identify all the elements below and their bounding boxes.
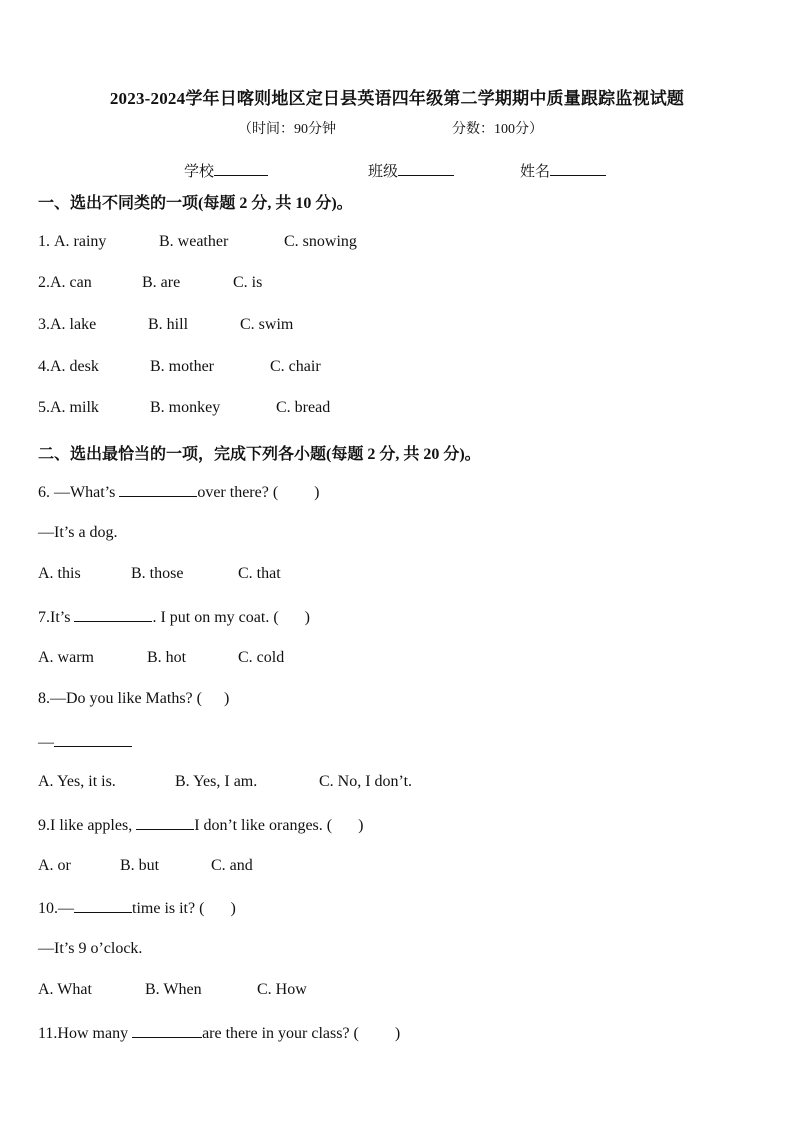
- question-11: [38, 1023, 400, 1043]
- section2-heading: 二、选出最恰当的一项，完成下列各小题(每题 2 分, 共 20 分)。: [38, 446, 481, 463]
- q3-option-c: C. swim: [240, 316, 294, 333]
- q1-option-b: B. weather: [159, 233, 229, 250]
- question-7-options: [38, 649, 284, 667]
- q3-number: 3.: [38, 316, 50, 333]
- q4-option-a: A. desk: [50, 358, 99, 375]
- question-6: [38, 482, 320, 502]
- q5-number: 5.: [38, 399, 50, 416]
- question-8-reply: [38, 732, 132, 752]
- q7-stem-start: 7.It’s: [38, 609, 75, 626]
- q9-stem-end: I don’t like oranges. (: [194, 817, 333, 834]
- q10-stem-start: 10.—: [38, 900, 74, 917]
- school-label: 学校: [184, 164, 215, 180]
- school-field: [184, 160, 268, 181]
- q10-blank[interactable]: [74, 898, 132, 913]
- question-3: [38, 316, 293, 334]
- q2-option-b: B. are: [142, 274, 181, 291]
- q4-number: 4.: [38, 358, 50, 375]
- q8-option-b: B. Yes, I am.: [175, 773, 258, 790]
- q11-stem-end: are there in your class? (: [202, 1025, 359, 1042]
- q6-stem-start: 6. —What’s: [38, 484, 120, 501]
- q9-option-a: A. or: [38, 857, 71, 874]
- q11-close-paren: ): [394, 1025, 401, 1042]
- q10-stem-end: time is it? (: [132, 900, 205, 917]
- question-4: [38, 358, 321, 376]
- q4-option-b: B. mother: [150, 358, 214, 375]
- q5-option-b: B. monkey: [150, 399, 221, 416]
- q8-option-a: A. Yes, it is.: [38, 773, 116, 790]
- q10-option-c: C. How: [257, 981, 307, 998]
- q8-reply-dash: —: [38, 734, 54, 751]
- q9-blank[interactable]: [136, 815, 194, 830]
- exam-time: （时间：90分钟: [238, 122, 336, 137]
- question-10-options: [38, 981, 307, 999]
- q7-option-a: A. warm: [38, 649, 94, 666]
- school-blank[interactable]: [214, 161, 268, 176]
- q7-option-c: C. cold: [238, 649, 285, 666]
- q6-close-paren: ): [314, 484, 320, 501]
- question-6-reply: —It’s a dog.: [38, 524, 118, 541]
- question-2: [38, 274, 262, 292]
- question-6-options: [38, 565, 281, 583]
- q7-option-b: B. hot: [147, 649, 187, 666]
- question-7: [38, 607, 310, 627]
- q6-stem-end: over there? (: [197, 484, 279, 501]
- q6-option-a: A. this: [38, 565, 81, 582]
- question-10: [38, 898, 236, 918]
- q9-close-paren: ): [358, 817, 364, 834]
- class-field: [368, 160, 454, 181]
- q1-number: 1.: [38, 233, 54, 250]
- q10-option-b: B. When: [145, 981, 202, 998]
- q2-option-a: A. can: [50, 274, 92, 291]
- q6-option-c: C. that: [238, 565, 281, 582]
- q7-close-paren: ): [304, 609, 310, 626]
- q10-close-paren: ): [230, 900, 236, 917]
- q2-option-c: C. is: [233, 274, 263, 291]
- exam-title: 2023-2024学年日喀则地区定日县英语四年级第二学期期中质量跟踪监视试题: [109, 89, 685, 108]
- q9-stem-start: 9.I like apples,: [38, 817, 137, 834]
- q8-stem: 8.—Do you like Maths? (: [38, 690, 202, 707]
- q3-option-b: B. hill: [148, 316, 189, 333]
- q1-option-a: A. rainy: [54, 233, 107, 250]
- name-blank[interactable]: [550, 161, 606, 176]
- q11-stem-start: 11.How many: [38, 1025, 133, 1042]
- name-field: [520, 160, 606, 181]
- q6-blank[interactable]: [119, 482, 197, 497]
- q8-blank[interactable]: [54, 732, 132, 747]
- q2-number: 2.: [38, 274, 50, 291]
- question-5: [38, 399, 330, 417]
- question-9: [38, 815, 363, 835]
- question-8-options: [38, 773, 412, 791]
- q7-stem-end: . I put on my coat. (: [152, 609, 279, 626]
- q3-option-a: A. lake: [50, 316, 97, 333]
- class-label: 班级: [368, 164, 399, 180]
- q1-option-c: C. snowing: [284, 233, 357, 250]
- q6-option-b: B. those: [131, 565, 184, 582]
- q11-blank[interactable]: [132, 1023, 202, 1038]
- exam-score: 分数：100分）: [452, 122, 543, 137]
- question-10-reply: —It’s 9 o’clock.: [38, 940, 143, 957]
- q8-option-c: C. No, I don’t.: [319, 773, 413, 790]
- q5-option-a: A. milk: [50, 399, 99, 416]
- question-9-options: [38, 857, 253, 875]
- class-blank[interactable]: [398, 161, 454, 176]
- q5-option-c: C. bread: [276, 399, 331, 416]
- q9-option-c: C. and: [211, 857, 253, 874]
- q4-option-c: C. chair: [270, 358, 321, 375]
- q7-blank[interactable]: [74, 607, 152, 622]
- section1-heading: 一、选出不同类的一项(每题 2 分, 共 10 分)。: [38, 195, 353, 212]
- q8-close-paren: ): [223, 690, 230, 707]
- question-8: [38, 690, 229, 708]
- q10-option-a: A. What: [38, 981, 92, 998]
- question-1: [38, 233, 357, 251]
- name-label: 姓名: [520, 164, 551, 180]
- q9-option-b: B. but: [120, 857, 160, 874]
